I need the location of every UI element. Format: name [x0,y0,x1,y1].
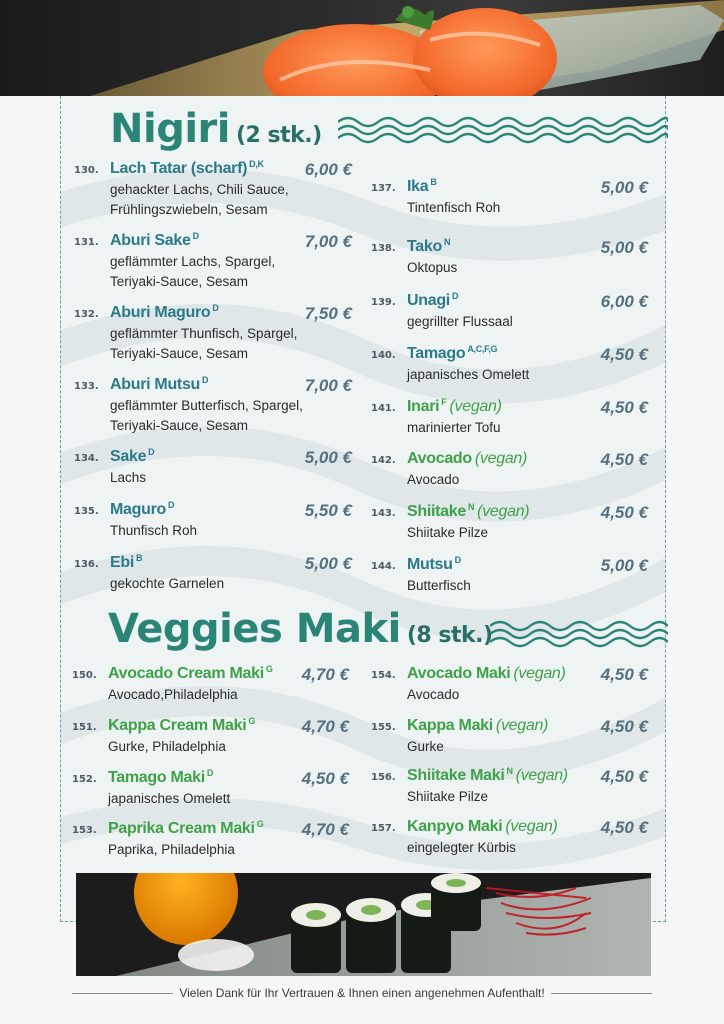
allergen-codes: N [443,237,451,247]
item-description-line: Lachs [110,470,147,485]
item-name [110,160,264,178]
item-name-text: Aburi Sake [110,232,191,249]
item-name-text: Shiitake Maki [407,767,505,784]
item-description [407,576,471,596]
item-description-line: marinierter Tofu [407,420,501,435]
item-description [110,574,224,594]
item-price: 4,50 € [600,665,648,684]
item-price: 7,00 € [304,376,352,395]
item-name-text: Avocado [407,450,472,467]
footer-divider-left [72,993,173,994]
section-title-veggies-maki [108,606,493,652]
section-count: (8 stk.) [406,623,493,648]
allergen-codes: D [454,555,461,565]
allergen-codes: B [136,553,143,563]
item-number: 134. [74,453,99,464]
item-description [110,324,297,364]
item-name [407,665,566,683]
item-description-line: Avocado [407,687,460,702]
item-name [110,232,199,250]
vegan-tag: (vegan) [474,450,528,467]
item-price: 7,50 € [304,304,352,323]
item-description [407,838,516,858]
vegan-tag: (vegan) [495,717,549,734]
item-name [407,717,548,735]
item-number: 133. [74,381,99,392]
item-price: 5,00 € [600,556,648,575]
item-name-text: Maguro [110,501,166,518]
item-name-text: Ika [407,178,429,195]
item-price: 4,50 € [600,717,648,736]
vegan-tag: (vegan) [477,503,530,520]
allergen-codes: D [451,291,459,301]
item-number: 136. [74,559,99,570]
item-name [407,818,558,836]
item-name [407,556,461,574]
allergen-codes: G [256,819,264,829]
item-number: 142. [371,455,396,466]
vegan-tag: (vegan) [515,767,568,784]
item-price: 4,50 € [600,450,648,469]
item-name-text: Kappa Maki [407,717,493,734]
section-title-nigiri [110,106,322,152]
item-price: 7,00 € [304,232,352,251]
item-number: 154. [371,670,396,681]
item-price: 4,50 € [600,345,648,364]
section-name: Nigiri [110,106,230,152]
item-name [407,292,458,310]
item-description [407,365,529,385]
item-price: 4,70 € [301,665,349,684]
item-name-text: Mutsu [407,556,453,573]
footer-divider-right [551,993,652,994]
item-description-line: gekochte Garnelen [110,576,225,591]
item-number: 141. [371,403,396,414]
item-price: 5,00 € [304,448,352,467]
allergen-codes: D [212,303,219,313]
item-price: 4,50 € [600,767,648,786]
item-description-line: eingelegter Kürbis [407,840,516,855]
item-name-text: Tamago Maki [108,769,205,786]
item-name [110,304,219,322]
item-number: 140. [371,350,396,361]
decorative-wave-icon [490,620,668,648]
item-description-line: japanisches Omelett [407,367,530,382]
section-name: Veggies Maki [108,606,401,652]
item-description-line: Gurke [407,739,444,754]
item-price: 5,00 € [600,238,648,257]
item-price: 4,70 € [301,820,349,839]
item-description-line: geflämmter Thunfisch, Spargel, [110,326,298,341]
item-number: 135. [74,506,99,517]
item-description [108,737,226,757]
item-description-line: Oktopus [407,260,458,275]
allergen-codes: D [202,375,209,385]
item-description-line: Avocado,Philadelphia [108,687,238,702]
item-description [407,312,513,332]
item-number: 130. [74,165,99,176]
item-description [407,737,444,757]
item-name [407,503,529,521]
item-number: 137. [371,183,396,194]
item-name-text: Inari [407,398,440,415]
item-number: 155. [371,722,396,733]
decorative-wave-icon [338,116,668,144]
item-number: 152. [72,774,97,785]
section-count: (2 stk.) [235,123,322,148]
item-description-line: Butterfisch [407,578,471,593]
item-number: 144. [371,561,396,572]
item-price: 6,00 € [304,160,352,179]
item-name [407,345,497,363]
item-price: 4,50 € [600,503,648,522]
item-name-text: Avocado Cream Maki [108,665,264,682]
item-price: 6,00 € [600,292,648,311]
item-description-line: Thunfisch Roh [110,523,198,538]
item-name-text: Tamago [407,345,466,362]
allergen-codes: A,C,F,G [467,344,498,354]
item-name [407,398,502,416]
allergen-codes: G [265,664,273,674]
item-name [407,178,437,196]
footer [72,984,652,1002]
item-name-text: Avocado Maki [407,665,511,682]
item-description [108,840,235,860]
item-number: 156. [371,772,396,783]
item-description-line: gehackter Lachs, Chili Sauce, [110,182,289,197]
item-name-text: Tako [407,238,442,255]
item-description [407,523,488,543]
item-description [110,396,303,436]
item-name [108,717,255,735]
item-name [108,769,213,787]
item-description-line: gegrillter Flussaal [407,314,513,329]
item-name-text: Kanpyo Maki [407,818,503,835]
item-number: 131. [74,237,99,248]
item-description-line: Shiitake Pilze [407,789,489,804]
allergen-codes: N [467,502,475,512]
item-name-text: Lach Tatar (scharf) [110,160,248,177]
vegan-tag: (vegan) [449,398,502,415]
vegan-tag: (vegan) [505,818,558,835]
item-name [110,448,154,466]
allergen-codes: F [441,397,447,407]
item-description-line: geflämmter Butterfisch, Spargel, [110,398,303,413]
footer-text: Vielen Dank für Ihr Vertrauen & Ihnen einen angenehmen Aufenthalt! [179,986,545,1000]
item-name-text: Sake [110,448,147,465]
item-description [110,252,275,292]
allergen-codes: D [148,447,155,457]
item-name [108,665,273,683]
item-name-text: Shiitake [407,503,466,520]
item-name-text: Ebi [110,554,134,571]
item-name [110,501,174,519]
item-description-line: Tintenfisch Roh [407,200,501,215]
item-name [110,554,142,572]
item-name-text: Kappa Cream Maki [108,717,247,734]
item-description-line: geflämmter Lachs, Spargel, [110,254,276,269]
item-description-line: Gurke, Philadelphia [108,739,226,754]
item-name-text: Paprika Cream Maki [108,820,255,837]
item-description-line: Teriyaki-Sauce, Sesam [110,274,249,289]
item-number: 143. [371,508,396,519]
vegan-tag: (vegan) [513,665,566,682]
item-name-text: Aburi Mutsu [110,376,201,393]
item-description [407,470,459,490]
allergen-codes: D,K [249,159,264,169]
item-price: 4,50 € [600,818,648,837]
item-name [407,238,450,256]
item-description [407,198,500,218]
item-price: 5,00 € [600,178,648,197]
item-description [407,685,459,705]
allergen-codes: G [248,716,256,726]
item-description-line: japanisches Omelett [108,791,231,806]
item-price: 5,50 € [304,501,352,520]
item-name [108,820,263,838]
item-number: 157. [371,823,396,834]
item-number: 138. [371,243,396,254]
item-description-line: Paprika, Philadelphia [108,842,235,857]
item-description [407,418,501,438]
item-description [407,787,488,807]
top-photo-nigiri [0,0,724,96]
allergen-codes: D [167,500,175,510]
bottom-photo-maki [76,873,651,976]
item-description [110,180,289,220]
item-price: 4,70 € [301,717,349,736]
item-price: 5,00 € [304,554,352,573]
item-description [110,521,197,541]
item-description-line: Shiitake Pilze [407,525,489,540]
item-description [108,789,230,809]
item-number: 139. [371,297,396,308]
item-description-line: Avocado [407,472,460,487]
item-description-line: Frühlingszwiebeln, Sesam [110,202,268,217]
allergen-codes: N [506,766,513,776]
allergen-codes: D [192,231,199,241]
item-price: 4,50 € [600,398,648,417]
item-description [407,258,457,278]
item-name [407,450,527,468]
item-name-text: Unagi [407,292,450,309]
item-number: 151. [72,722,97,733]
item-description [108,685,238,705]
item-description [110,468,146,488]
item-number: 132. [74,309,99,320]
item-number: 153. [72,825,97,836]
item-description-line: Teriyaki-Sauce, Sesam [110,346,249,361]
item-description-line: Teriyaki-Sauce, Sesam [110,418,249,433]
item-number: 150. [72,670,97,681]
item-name-text: Aburi Maguro [110,304,211,321]
item-name [110,376,208,394]
item-name [407,767,568,785]
item-price: 4,50 € [301,769,349,788]
allergen-codes: D [206,768,214,778]
allergen-codes: B [430,177,437,187]
